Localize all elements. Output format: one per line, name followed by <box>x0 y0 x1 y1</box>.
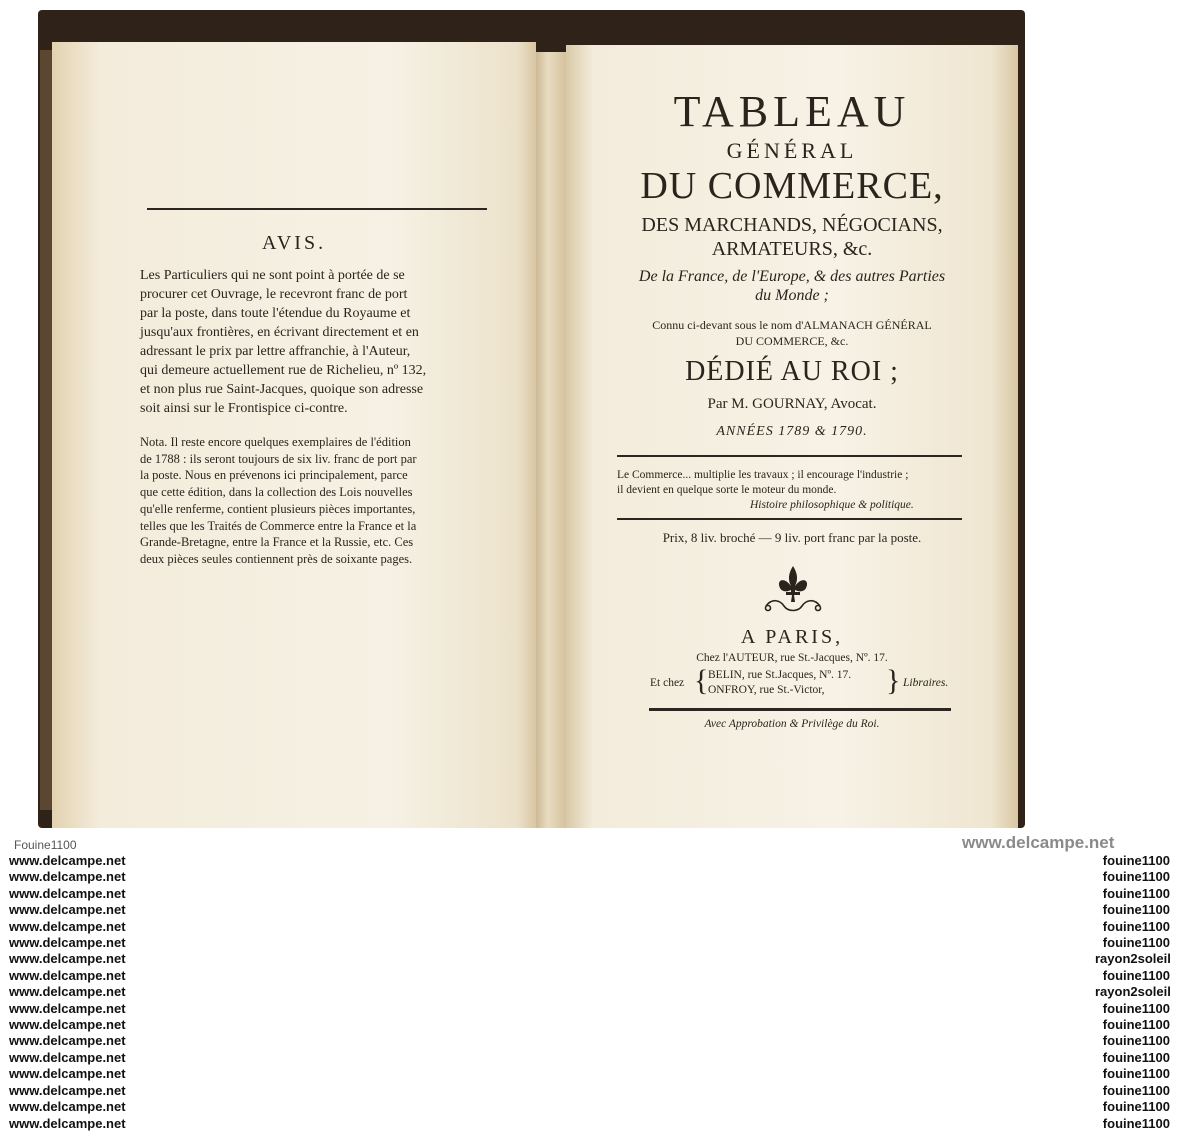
watermark-right-line: fouine1100 <box>1102 869 1170 885</box>
publisher-line-3: ONFROY, rue St.-Victor, <box>708 684 825 696</box>
watermark-left-line: www.delcampe.net <box>9 1017 126 1033</box>
watermark-left-line: www.delcampe.net <box>9 869 126 885</box>
watermark-left-line: www.delcampe.net <box>9 1115 126 1131</box>
watermark-right-line: fouine1100 <box>1102 902 1170 918</box>
publisher-line-1: Chez l'AUTEUR, rue St.-Jacques, Nº. 17. <box>696 652 888 664</box>
price-line: Prix, 8 liv. broché — 9 liv. port franc par la poste. <box>662 530 922 545</box>
nota-line: Grande-Bretagne, entre la France et la Russie, etc. Ces <box>140 535 414 550</box>
watermark-right-line: fouine1100 <box>1102 918 1170 934</box>
watermark-right-line: fouine1100 <box>1102 967 1170 983</box>
watermark-right-line: fouine1100 <box>1102 885 1170 901</box>
avis-heading: AVIS. <box>262 232 327 254</box>
quote-source: Histoire philosophique & politique. <box>750 499 914 511</box>
watermark-left-line: www.delcampe.net <box>9 967 126 983</box>
subtitle: GÉNÉRAL <box>726 138 858 163</box>
watermark-left-line: www.delcampe.net <box>9 885 126 901</box>
avis-line: par la poste, dans toute l'étendue du Royaume et <box>140 306 411 321</box>
quote-top-rule <box>617 455 962 457</box>
avis-line: jusqu'aux frontières, en écrivant directement et en <box>140 325 419 340</box>
watermark-right-line: rayon2soleil <box>1095 984 1171 1000</box>
watermark-left-line: www.delcampe.net <box>9 853 126 868</box>
armateurs-line: ARMATEURS, &c. <box>711 238 873 260</box>
watermark-left-line: www.delcampe.net <box>9 1033 126 1049</box>
avis-line: soit ainsi sur le Frontispice ci-contre. <box>140 401 348 416</box>
watermark-right-line: fouine1100 <box>1102 1000 1170 1016</box>
nota-line: telles que les Traités de Commerce entre la France et la <box>140 518 417 533</box>
page-gutter <box>536 52 566 828</box>
watermark-left-line: www.delcampe.net <box>9 935 126 951</box>
watermark-left-line: www.delcampe.net <box>9 1049 126 1065</box>
nota-line: deux pièces seules contiennent près de soixante pages. <box>140 551 413 566</box>
publisher-line-2: BELIN, rue St.Jacques, Nº. 17. <box>708 669 852 681</box>
avis-line: procurer cet Ouvrage, le recevront franc de port <box>140 287 408 302</box>
watermark-left-line: www.delcampe.net <box>9 918 126 934</box>
merchants-line: DES MARCHANDS, NÉGOCIANS, <box>641 214 943 236</box>
book-spine <box>40 50 52 810</box>
monde-line: du Monde ; <box>755 287 829 304</box>
watermark-right-line: fouine1100 <box>1102 1082 1170 1098</box>
right-brace: } <box>886 664 901 697</box>
nota-line: qu'elle renferme, contient plusieurs pièces importantes, <box>140 501 416 516</box>
nota-line: de 1788 : ils seront toujours de six liv. franc de port par <box>140 451 417 466</box>
bottom-rule <box>649 708 951 711</box>
watermark-right-column <box>1095 853 1170 1132</box>
years-line: ANNÉES 1789 & 1790. <box>716 424 868 439</box>
watermark-right-line: fouine1100 <box>1102 1017 1170 1033</box>
watermark-left-column <box>9 853 126 1132</box>
france-line: De la France, de l'Europe, & des autres Parties <box>638 268 946 285</box>
watermark-right-line: fouine1100 <box>1102 1033 1170 1049</box>
fleur-de-lis-ornament <box>762 564 824 616</box>
watermark-left-line: www.delcampe.net <box>9 951 126 967</box>
nota-line: que cette édition, dans la collection des Lois nouvelles <box>140 485 413 500</box>
nota-line: Nota. Il reste encore quelques exemplaires de l'édition <box>140 435 411 449</box>
avis-line: qui demeure actuellement rue de Richelieu, nº 132, <box>140 363 427 378</box>
watermark-left-line: www.delcampe.net <box>9 1066 126 1082</box>
title-commerce: DU COMMERCE, <box>640 165 944 207</box>
author-line: Par M. GOURNAY, Avocat. <box>707 396 877 412</box>
watermark-right-line: fouine1100 <box>1102 1115 1170 1131</box>
watermark-right-line: fouine1100 <box>1102 853 1170 868</box>
watermark-left-line: www.delcampe.net <box>9 1082 126 1098</box>
watermark-right-line: rayon2soleil <box>1095 951 1171 967</box>
watermark-right-line: fouine1100 <box>1102 1066 1170 1082</box>
nota-line: la poste. Nous en prévenons ici principalement, parce <box>140 468 408 483</box>
watermark-top-left: Fouine1100 <box>14 838 77 852</box>
quote-bottom-rule <box>617 518 962 520</box>
left-brace: { <box>694 664 709 697</box>
dedication: DÉDIÉ AU ROI ; <box>685 356 899 387</box>
avis-line: et non plus rue Saint-Jacques, quoique son adresse <box>140 382 424 397</box>
quote-line-1: Le Commerce... multiplie les travaux ; il encourage l'industrie ; <box>617 469 909 481</box>
watermark-left-line: www.delcampe.net <box>9 1000 126 1016</box>
nota-paragraph <box>140 434 486 568</box>
et-chez-label: Et chez <box>650 677 685 689</box>
place-line: A PARIS, <box>740 626 844 648</box>
watermark-left-line: www.delcampe.net <box>9 902 126 918</box>
avis-line: Les Particuliers qui ne sont point à portée de se <box>140 268 405 283</box>
title: TABLEAU <box>673 87 911 136</box>
quote-line-2: il devient en quelque sorte le moteur du monde. <box>617 484 837 496</box>
avis-paragraph <box>140 266 486 418</box>
avis-line: adressant le prix par lettre affranchie, à l'Auteur, <box>140 344 411 359</box>
watermark-right-line: fouine1100 <box>1102 1049 1170 1065</box>
connu-line: Connu ci-devant sous le nom d'ALMANACH GÉNÉRAL <box>652 318 932 332</box>
watermark-top-right: www.delcampe.net <box>962 833 1115 852</box>
watermark-right-line: fouine1100 <box>1102 1099 1170 1115</box>
watermark-left-line: www.delcampe.net <box>9 1099 126 1115</box>
watermark-right-line: fouine1100 <box>1102 935 1170 951</box>
libraires-label: Libraires. <box>903 677 949 689</box>
watermark-left-line: www.delcampe.net <box>9 984 126 1000</box>
connu-line-2: DU COMMERCE, &c. <box>735 334 849 348</box>
approbation-line: Avec Approbation & Privilège du Roi. <box>704 718 880 730</box>
left-top-rule <box>147 208 487 210</box>
